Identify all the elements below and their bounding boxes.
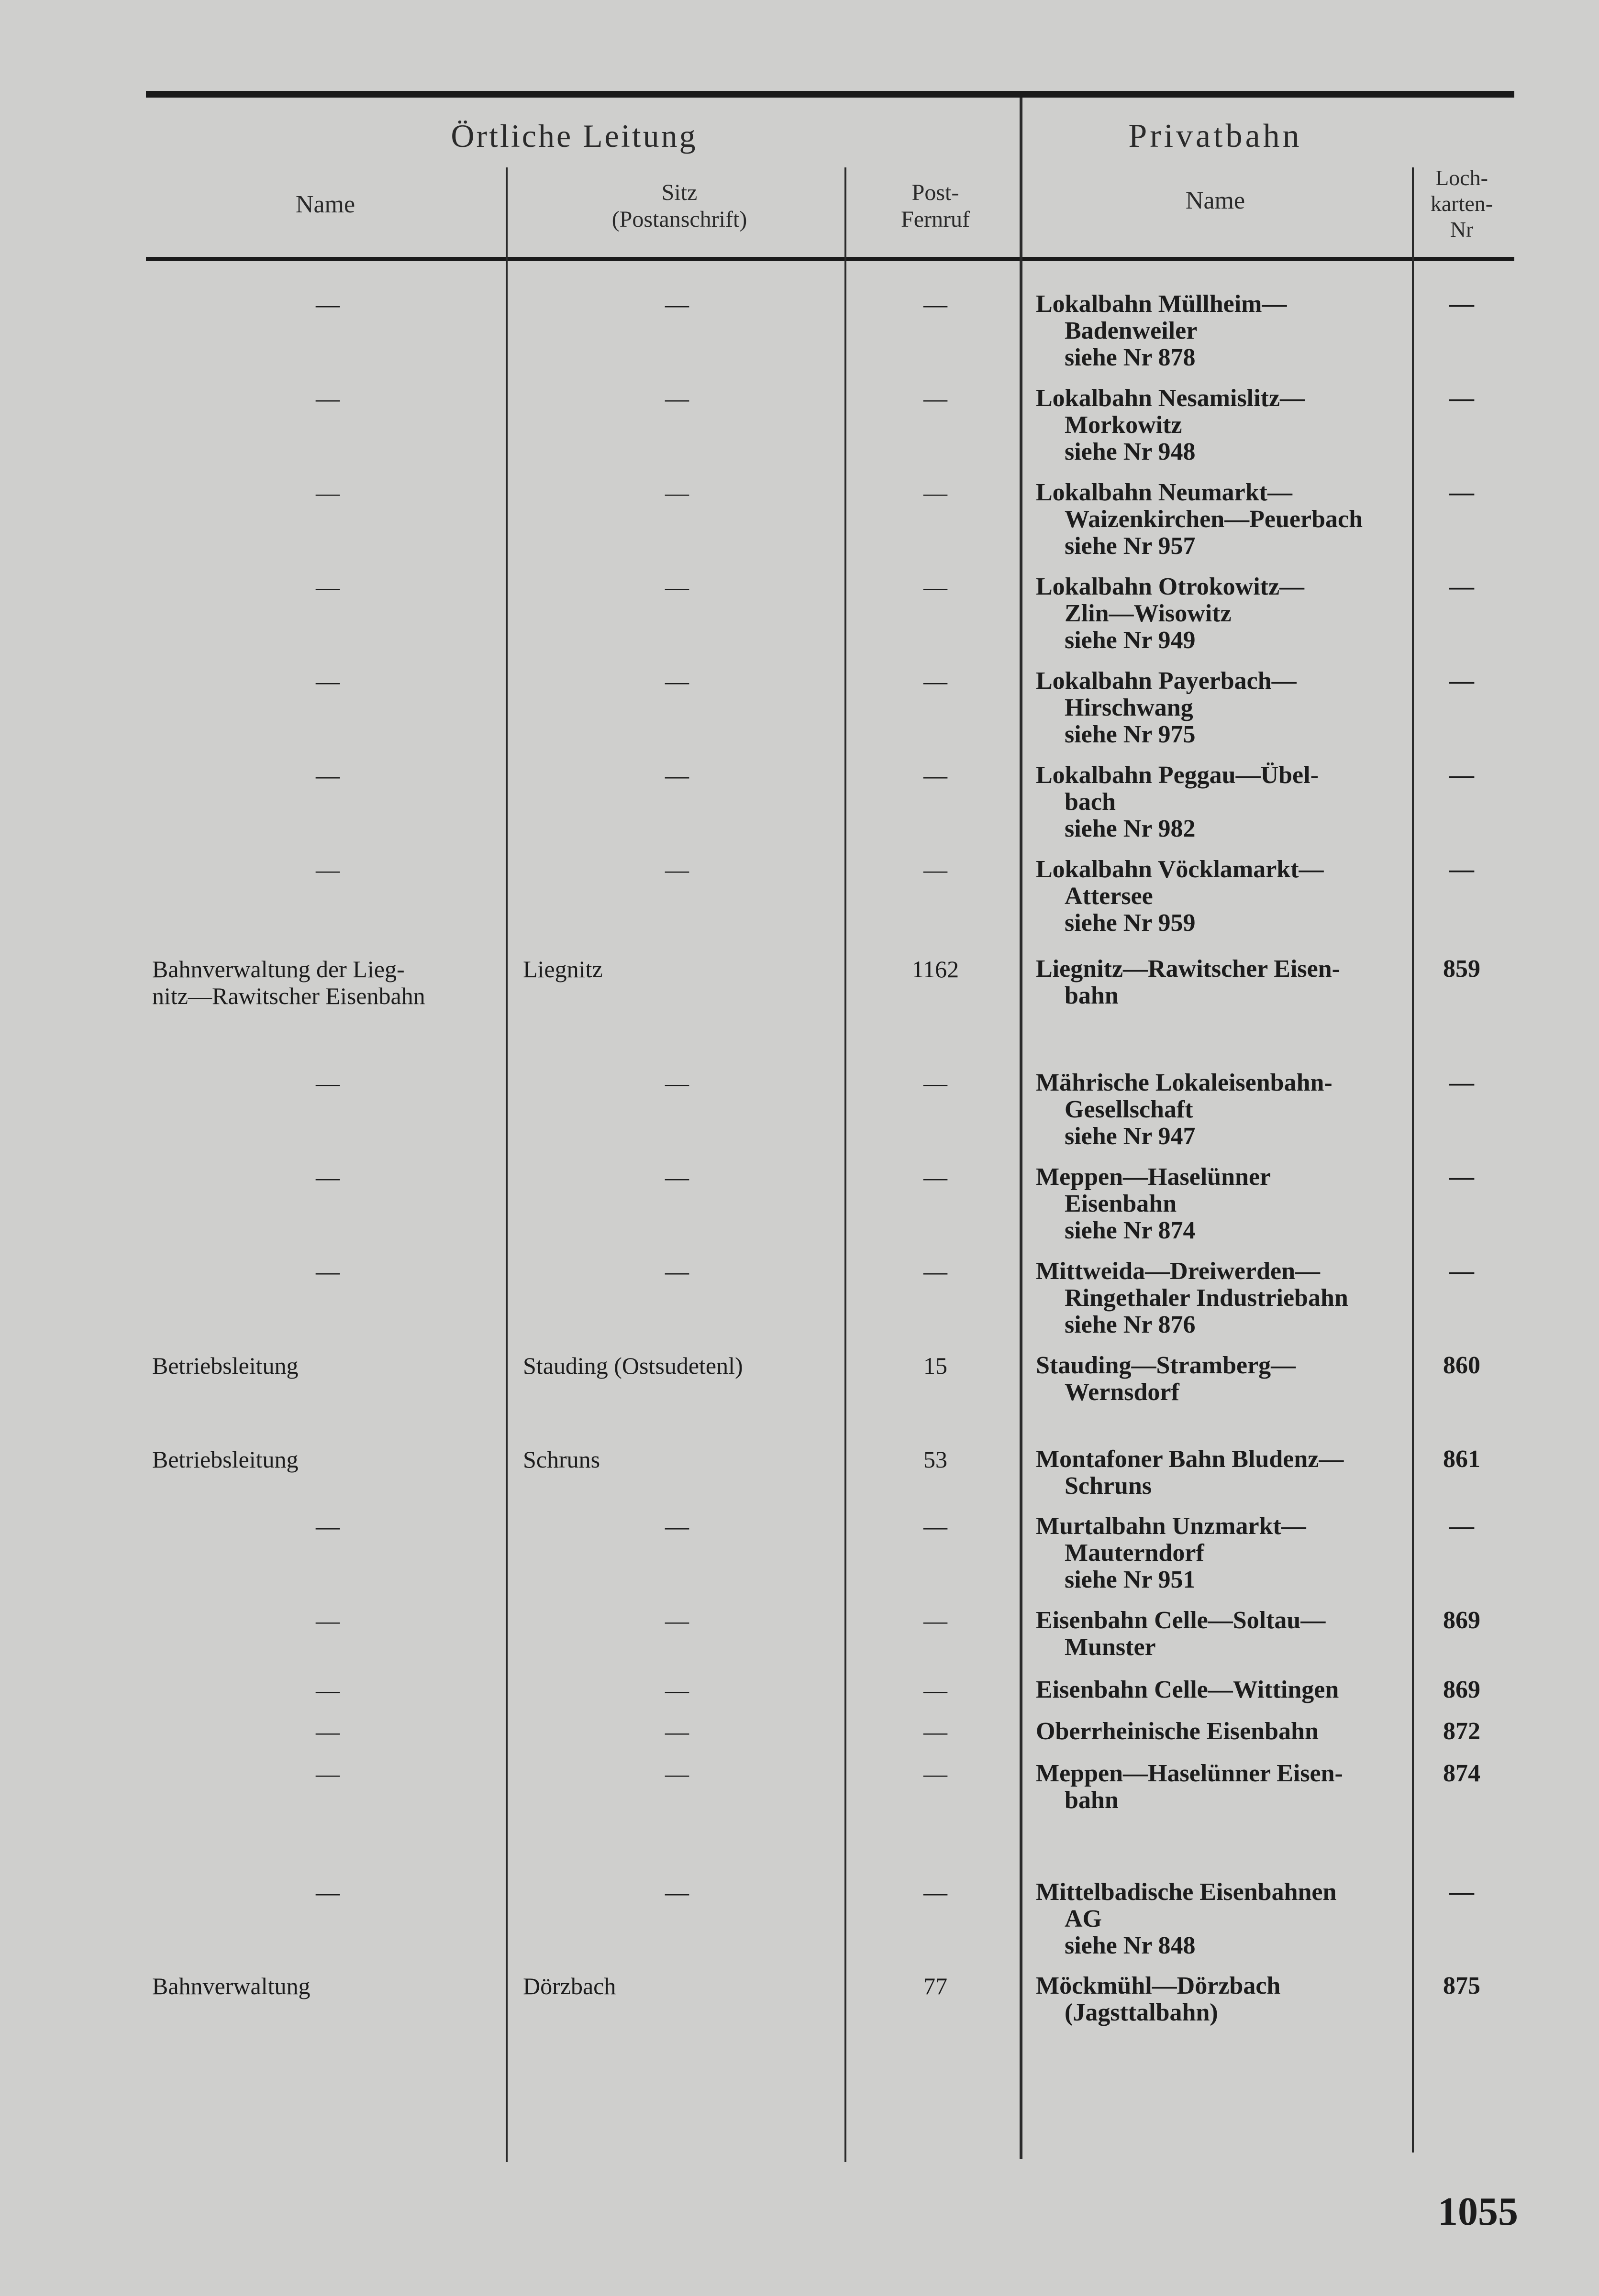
phone-number: 53 — [923, 1446, 947, 1473]
phone-number: 1162 — [911, 956, 959, 982]
header-name: Name — [295, 191, 355, 218]
header-loch-label: Loch- — [1435, 166, 1488, 190]
empty-name-dash: — — [316, 1718, 340, 1745]
office-name: Betriebsleitung — [152, 1352, 299, 1379]
phone-number: — — [923, 1760, 947, 1787]
railway-name-line: siehe Nr 951 — [1065, 1566, 1196, 1593]
office-location: Schruns — [523, 1446, 600, 1473]
punch-card-number: — — [1449, 479, 1474, 506]
railway-name-line: Lokalbahn Payerbach— — [1036, 667, 1297, 695]
railway-name-line: Mittelbadische Eisenbahnen — [1036, 1878, 1337, 1906]
railway-name-line: Eisenbahn — [1065, 1190, 1177, 1217]
railway-name-line: Ringethaler Industriebahn — [1065, 1284, 1348, 1312]
empty-sitz-dash: — — [665, 1258, 689, 1285]
railway-name-line: Liegnitz—Rawitscher Eisen- — [1036, 955, 1340, 982]
railway-name-line: Morkowitz — [1065, 411, 1182, 439]
office-location: Stauding (Ostsudetenl) — [523, 1352, 743, 1379]
railway-name-line: Meppen—Haselünner Eisen- — [1036, 1760, 1343, 1787]
phone-number: — — [923, 1513, 947, 1540]
office-name: Bahnverwaltung — [152, 1973, 311, 1999]
empty-sitz-dash: — — [665, 1607, 689, 1634]
empty-name-dash: — — [316, 291, 340, 318]
empty-name-dash: — — [316, 479, 340, 506]
punch-card-number: 861 — [1443, 1446, 1480, 1473]
header-bottom-rule — [146, 257, 1514, 261]
header-sitz-label: Sitz — [661, 180, 698, 205]
empty-name-dash: — — [316, 1879, 340, 1906]
office-name: Bahnverwaltung der Lieg- — [152, 956, 405, 982]
header-nr-label: Nr — [1450, 217, 1474, 242]
railway-name-line: Stauding—Stramberg— — [1036, 1352, 1296, 1379]
railway-name-line: Meppen—Haselünner — [1036, 1163, 1271, 1191]
phone-number: — — [923, 762, 947, 789]
header-karten-label: karten- — [1430, 191, 1493, 216]
phone-number: 77 — [923, 1973, 947, 1999]
punch-card-number: 869 — [1443, 1607, 1480, 1634]
railway-name-line: Lokalbahn Neumarkt— — [1036, 479, 1292, 506]
punch-card-number: — — [1449, 1512, 1474, 1540]
punch-card-number: 872 — [1443, 1718, 1480, 1745]
empty-sitz-dash: — — [665, 1070, 689, 1096]
phone-number: — — [923, 385, 947, 412]
phone-number: — — [923, 1607, 947, 1634]
header-fernruf — [856, 179, 1014, 233]
railway-name-line: siehe Nr 957 — [1065, 532, 1196, 560]
railway-name-line: siehe Nr 949 — [1065, 627, 1196, 654]
railway-name-line: siehe Nr 948 — [1065, 438, 1196, 465]
railway-name-line: Schruns — [1065, 1472, 1152, 1500]
punch-card-number: 860 — [1443, 1352, 1480, 1379]
empty-name-dash: — — [316, 668, 340, 695]
railway-name-line: bahn — [1065, 982, 1119, 1009]
phone-number: 15 — [923, 1352, 947, 1379]
punch-card-number: 869 — [1443, 1676, 1480, 1703]
empty-name-dash: — — [316, 1258, 340, 1285]
empty-name-dash: — — [316, 574, 340, 600]
empty-sitz-dash: — — [665, 1164, 689, 1191]
phone-number: — — [923, 291, 947, 318]
empty-name-dash: — — [316, 762, 340, 789]
empty-name-dash: — — [316, 1070, 340, 1096]
phone-number: — — [923, 1677, 947, 1703]
punch-card-number: — — [1449, 1258, 1474, 1285]
phone-number: — — [923, 1164, 947, 1191]
railway-name-line: siehe Nr 848 — [1065, 1932, 1196, 1959]
header-post-label: Post- — [911, 180, 959, 205]
empty-sitz-dash: — — [665, 479, 689, 506]
empty-name-dash: — — [316, 1607, 340, 1634]
office-name: Betriebsleitung — [152, 1446, 299, 1473]
railway-name-line: siehe Nr 975 — [1065, 721, 1196, 748]
railway-name-line: Mittweida—Dreiwerden— — [1036, 1258, 1321, 1285]
page-number: 1055 — [1438, 2189, 1518, 2234]
phone-number: — — [923, 856, 947, 883]
railway-name-line: Lokalbahn Vöcklamarkt— — [1036, 856, 1324, 883]
punch-card-number: 875 — [1443, 1972, 1480, 1999]
railway-name-line: Mährische Lokaleisenbahn- — [1036, 1069, 1332, 1096]
railway-name-line: Montafoner Bahn Bludenz— — [1036, 1446, 1344, 1473]
header-sitz — [536, 179, 823, 233]
punch-card-number: — — [1449, 762, 1474, 789]
railway-name-line: Gesellschaft — [1065, 1096, 1193, 1123]
railway-name-line: Möckmühl—Dörzbach — [1036, 1972, 1281, 1999]
punch-card-number: — — [1449, 573, 1474, 600]
office-location: Dörzbach — [523, 1973, 616, 1999]
railway-name-line: AG — [1065, 1905, 1102, 1932]
empty-name-dash: — — [316, 1164, 340, 1191]
railway-name-line: bach — [1065, 788, 1116, 816]
phone-number: — — [923, 1258, 947, 1285]
railway-name-line: Munster — [1065, 1634, 1156, 1661]
railway-name-line: Mauterndorf — [1065, 1539, 1204, 1567]
railway-name-line: Badenweiler — [1065, 317, 1198, 344]
punch-card-number: — — [1449, 1163, 1474, 1191]
empty-sitz-dash: — — [665, 1760, 689, 1787]
railway-name-line: Lokalbahn Nesamislitz— — [1036, 385, 1305, 412]
empty-name-dash: — — [316, 1760, 340, 1787]
column-divider-sitz — [506, 167, 508, 2162]
railway-name-line: siehe Nr 876 — [1065, 1311, 1196, 1338]
railway-name-line: Eisenbahn Celle—Wittingen — [1036, 1676, 1339, 1703]
railway-name-line: Zlin—Wisowitz — [1065, 600, 1232, 627]
phone-number: — — [923, 574, 947, 600]
empty-name-dash: — — [316, 1513, 340, 1540]
column-divider-lochkarten — [1412, 167, 1414, 2152]
header-privatbahn: Privatbahn — [1128, 118, 1302, 155]
railway-name-line: Oberrheinische Eisenbahn — [1036, 1718, 1319, 1745]
railway-name-line: Eisenbahn Celle—Soltau— — [1036, 1607, 1326, 1634]
empty-sitz-dash: — — [665, 1513, 689, 1540]
phone-number: — — [923, 1070, 947, 1096]
phone-number: — — [923, 1879, 947, 1906]
railway-name-line: bahn — [1065, 1787, 1119, 1814]
railway-name-line: siehe Nr 947 — [1065, 1123, 1196, 1150]
header-postanschrift-label: (Postanschrift) — [611, 207, 747, 232]
empty-name-dash: — — [316, 856, 340, 883]
railway-name-line: siehe Nr 878 — [1065, 344, 1196, 371]
empty-name-dash: — — [316, 385, 340, 412]
header-oertliche-leitung: Örtliche Leitung — [451, 118, 698, 154]
punch-card-number: — — [1449, 1069, 1474, 1096]
railway-name-line: Waizenkirchen—Peuerbach — [1065, 506, 1363, 533]
railway-name-line: Lokalbahn Otrokowitz— — [1036, 573, 1305, 600]
empty-sitz-dash: — — [665, 1879, 689, 1906]
phone-number: — — [923, 1718, 947, 1745]
header-privatbahn-name: Name — [1185, 187, 1245, 214]
punch-card-number: — — [1449, 290, 1474, 318]
phone-number: — — [923, 668, 947, 695]
punch-card-number: — — [1449, 667, 1474, 695]
railway-name-line: Wernsdorf — [1065, 1379, 1179, 1406]
top-rule — [146, 91, 1514, 98]
office-name: nitz—Rawitscher Eisenbahn — [152, 982, 425, 1009]
railway-name-line: Lokalbahn Müllheim— — [1036, 290, 1287, 318]
phone-number: — — [923, 479, 947, 506]
railway-name-line: Murtalbahn Unzmarkt— — [1036, 1512, 1306, 1540]
empty-sitz-dash: — — [665, 574, 689, 600]
punch-card-number: 874 — [1443, 1760, 1480, 1787]
railway-name-line: Hirschwang — [1065, 694, 1193, 721]
empty-name-dash: — — [316, 1677, 340, 1703]
empty-sitz-dash: — — [665, 385, 689, 412]
railway-name-line: siehe Nr 959 — [1065, 909, 1196, 937]
empty-sitz-dash: — — [665, 1718, 689, 1745]
empty-sitz-dash: — — [665, 291, 689, 318]
header-fernruf-label: Fernruf — [901, 207, 970, 232]
empty-sitz-dash: — — [665, 668, 689, 695]
punch-card-number: — — [1449, 385, 1474, 412]
header-lochkarten — [1414, 165, 1510, 243]
punch-card-number: 859 — [1443, 955, 1480, 982]
office-location: Liegnitz — [523, 956, 603, 982]
railway-name-line: Attersee — [1065, 883, 1153, 910]
column-divider-private — [1020, 98, 1022, 2159]
empty-sitz-dash: — — [665, 762, 689, 789]
punch-card-number: — — [1449, 1878, 1474, 1906]
railway-name-line: (Jagsttalbahn) — [1065, 1999, 1218, 2026]
railway-name-line: Lokalbahn Peggau—Übel- — [1036, 762, 1319, 789]
empty-sitz-dash: — — [665, 856, 689, 883]
column-divider-fernruf — [844, 167, 846, 2162]
empty-sitz-dash: — — [665, 1677, 689, 1703]
punch-card-number: — — [1449, 856, 1474, 883]
railway-name-line: siehe Nr 982 — [1065, 815, 1196, 842]
railway-name-line: siehe Nr 874 — [1065, 1217, 1196, 1244]
